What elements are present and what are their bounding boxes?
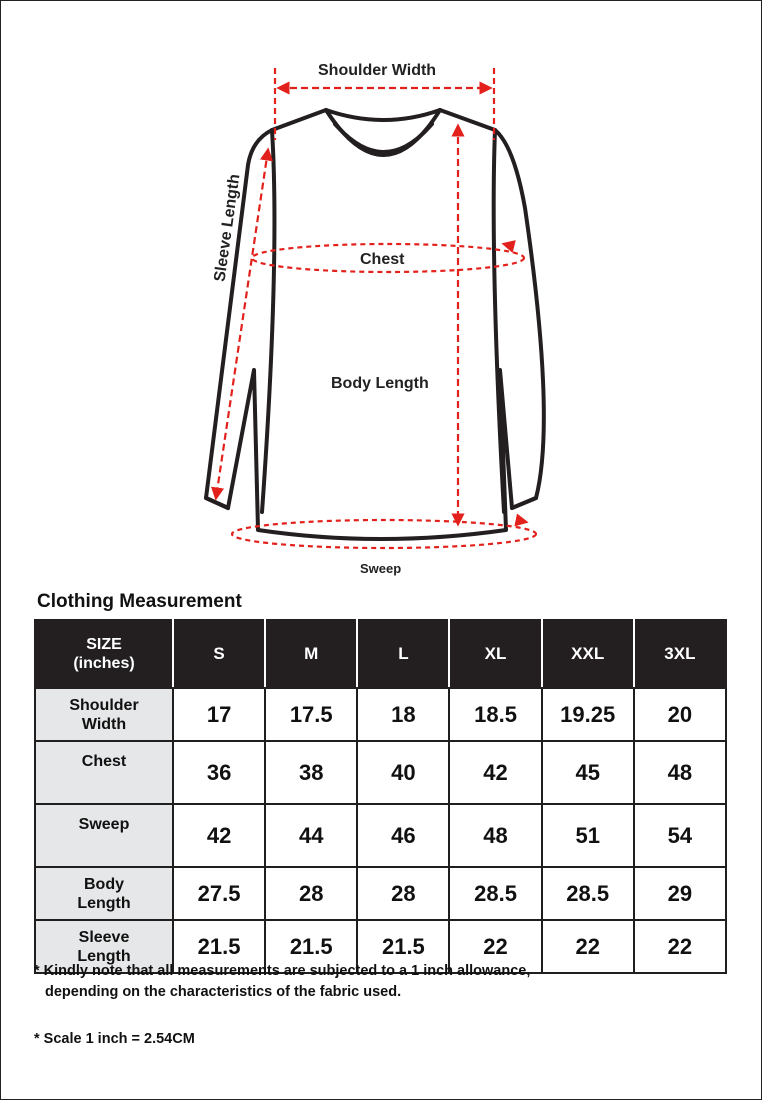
table-cell: 42 (449, 741, 541, 804)
table-cell: 20 (634, 688, 726, 741)
table-cell: 42 (173, 804, 265, 867)
table-cell: 27.5 (173, 867, 265, 920)
sweep-label: Sweep (360, 561, 402, 576)
body-length-label: Body Length (331, 375, 429, 392)
row-label-line1: Chest (81, 753, 127, 770)
row-label-line2: Width (81, 715, 127, 733)
table-header-row (35, 620, 726, 688)
row-label-line1: Body (84, 875, 124, 893)
row-label (35, 688, 173, 741)
row-label (35, 741, 173, 804)
allowance-note-line1: * Kindly note that all measurements are subjected to a 1 inch allowance, (34, 963, 531, 979)
table-cell: 48 (634, 741, 726, 804)
table-cell: 38 (265, 741, 357, 804)
chest-label: Chest (360, 251, 405, 268)
table-cell: 17.5 (265, 688, 357, 741)
size-chart-table (34, 619, 727, 974)
table-cell: 51 (542, 804, 634, 867)
table-cell: 45 (542, 741, 634, 804)
header-size-m: M (265, 620, 357, 688)
header-size-s: S (173, 620, 265, 688)
header-size-line1: SIZE (86, 636, 122, 653)
table-cell: 48 (449, 804, 541, 867)
table-cell: 28 (265, 867, 357, 920)
table-cell: 28 (357, 867, 449, 920)
row-label-line1: Sleeve (78, 928, 130, 946)
table-cell: 46 (357, 804, 449, 867)
table-row-chest (35, 741, 726, 804)
table-row-shoulder-width (35, 688, 726, 741)
table-cell: 40 (357, 741, 449, 804)
table-cell: 21.5 (265, 920, 357, 973)
header-size-xxl: XXL (542, 620, 634, 688)
table-cell: 22 (449, 920, 541, 973)
row-label-line1: Shoulder (69, 696, 139, 714)
row-label (35, 804, 173, 867)
row-label-line2: Length (77, 947, 131, 965)
table-row-sweep (35, 804, 726, 867)
row-label-line1: Sweep (78, 816, 130, 833)
table-cell: 54 (634, 804, 726, 867)
scale-note: * Scale 1 inch = 2.54CM (34, 1031, 195, 1047)
header-size-label (35, 620, 173, 688)
row-label (35, 867, 173, 920)
header-size-xl: XL (449, 620, 541, 688)
table-cell: 18 (357, 688, 449, 741)
header-size-3xl: 3XL (634, 620, 726, 688)
table-cell: 19.25 (542, 688, 634, 741)
header-size-line2: (inches) (73, 655, 135, 672)
shoulder-width-label: Shoulder Width (318, 62, 437, 79)
table-row-body-length (35, 867, 726, 920)
table-cell: 22 (542, 920, 634, 973)
shirt-outline (206, 110, 544, 539)
table-cell: 22 (634, 920, 726, 973)
sleeve-length-label: Sleeve Length (211, 173, 244, 283)
table-cell: 17 (173, 688, 265, 741)
table-cell: 28.5 (542, 867, 634, 920)
header-size-l: L (357, 620, 449, 688)
allowance-note-line2: depending on the characteristics of the fabric used. (45, 984, 402, 1000)
table-cell: 18.5 (449, 688, 541, 741)
table-cell: 21.5 (173, 920, 265, 973)
table-cell: 28.5 (449, 867, 541, 920)
table-cell: 21.5 (357, 920, 449, 973)
table-cell: 44 (265, 804, 357, 867)
table-cell: 36 (173, 741, 265, 804)
table-cell: 29 (634, 867, 726, 920)
table-title: Clothing Measurement (37, 591, 242, 612)
row-label-line2: Length (77, 894, 131, 912)
